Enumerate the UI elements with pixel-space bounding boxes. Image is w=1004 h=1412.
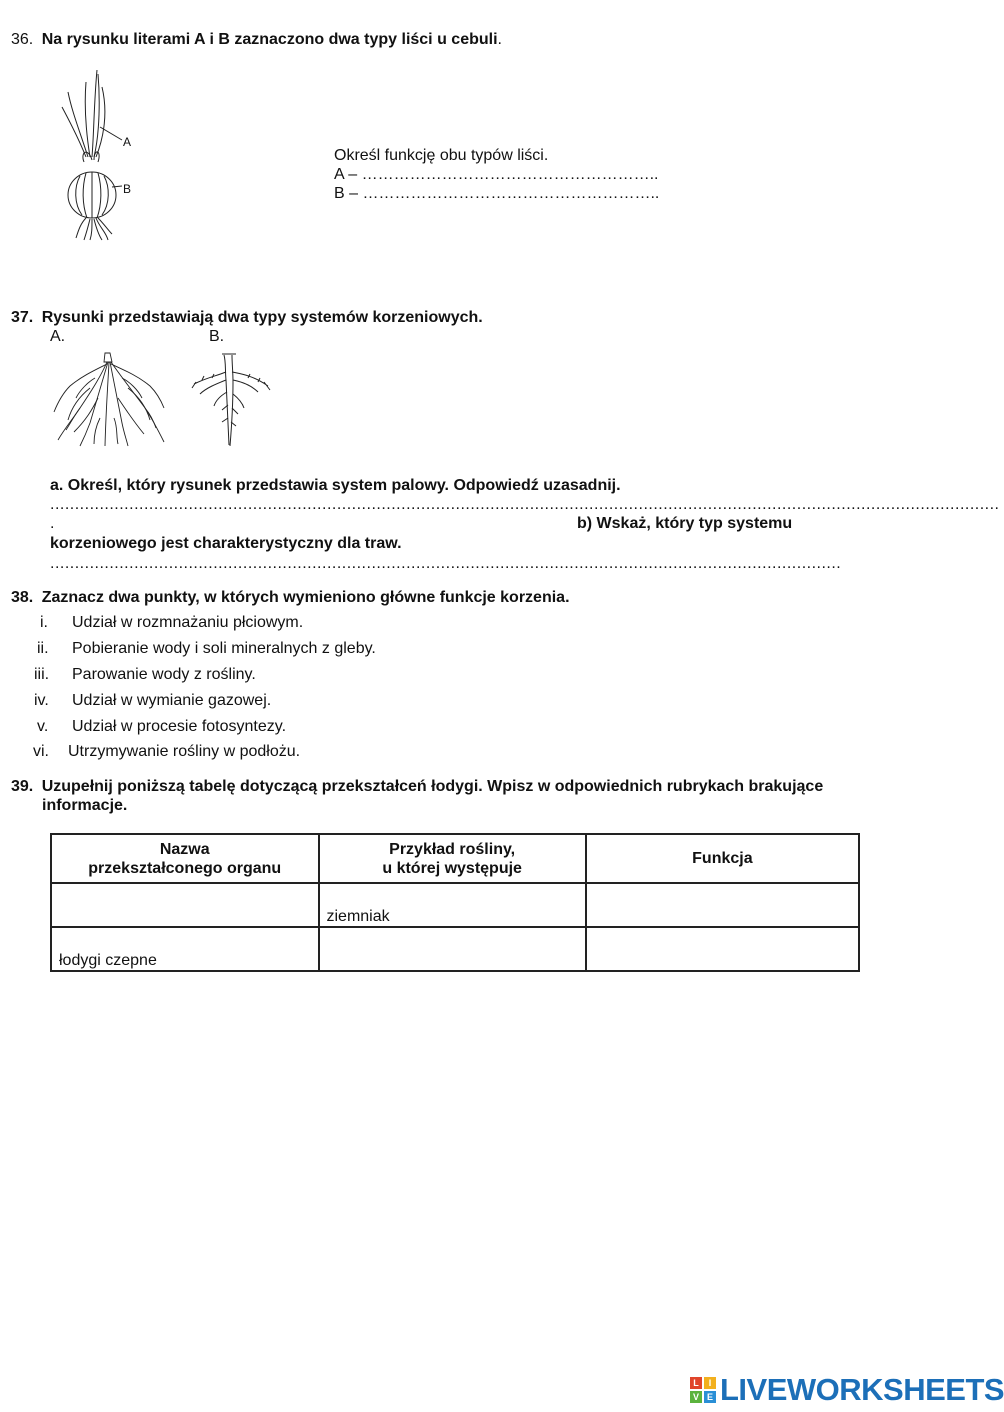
header-text: przekształconego organu bbox=[88, 859, 282, 877]
table-cell-input[interactable] bbox=[319, 927, 586, 971]
q38-option-2-text[interactable]: Pobieranie wody i soli mineralnych z gleby. bbox=[72, 640, 376, 657]
header-text: Przykład rośliny, bbox=[389, 840, 516, 858]
q38-option-6[interactable] bbox=[33, 743, 49, 761]
q38-option-3-text[interactable]: Parowanie wody z rośliny. bbox=[72, 666, 256, 683]
header-function bbox=[586, 834, 859, 883]
q38-option-4[interactable] bbox=[34, 692, 49, 710]
q39-number: 39. bbox=[11, 778, 34, 795]
q39-text: Uzupełnij poniższą tabelę dotyczącą przekształceń łodygi. Wpisz w odpowiednich rubrykach brakujące bbox=[41, 778, 824, 795]
option-number: vi. bbox=[33, 743, 49, 760]
liveworksheets-logo-icon bbox=[690, 1377, 716, 1403]
q38-option-2[interactable] bbox=[37, 640, 49, 658]
q38-option-1-text[interactable]: Udział w rozmnażaniu płciowym. bbox=[72, 614, 304, 631]
q38-option-6-text[interactable]: Utrzymywanie rośliny w podłożu. bbox=[68, 743, 301, 760]
q38-option-3[interactable] bbox=[34, 666, 49, 684]
logo-letter: E bbox=[704, 1391, 716, 1403]
table-header-row bbox=[51, 834, 859, 883]
onion-label-a: A bbox=[123, 135, 132, 149]
q36-heading bbox=[11, 31, 502, 49]
table-cell-input[interactable] bbox=[586, 883, 859, 927]
q36-text: Na rysunku literami A i B zaznaczono dwa typy liści u cebuli bbox=[41, 31, 498, 48]
q37-part-a: a. Określ, który rysunek przedstawia system palowy. Odpowiedź uzasadnij. bbox=[50, 477, 621, 494]
q37-answer-line-1[interactable]: ................................................................................................................................................................................................ bbox=[50, 496, 1000, 513]
q37-part-b-line2: korzeniowego jest charakterystyczny dla traw. bbox=[50, 535, 402, 552]
q38-text: Zaznacz dwa punkty, w których wymieniono główne funkcje korzenia. bbox=[41, 589, 570, 606]
option-number: v. bbox=[37, 718, 49, 735]
liveworksheets-brand: LIVEWORKSHEETS bbox=[720, 1372, 1004, 1407]
header-organ-name bbox=[51, 834, 319, 883]
q36-answer-b[interactable]: B – ……………………………………………….. bbox=[334, 185, 660, 202]
header-text: u której występuje bbox=[382, 859, 522, 877]
q37-text: Rysunki przedstawiają dwa typy systemów korzeniowych. bbox=[41, 309, 483, 326]
q38-option-1[interactable] bbox=[40, 614, 48, 632]
q37-heading bbox=[11, 309, 483, 327]
option-number: i. bbox=[40, 614, 48, 631]
taproot-illustration bbox=[188, 350, 274, 450]
q37-label-b: B. bbox=[209, 328, 225, 345]
onion-illustration bbox=[50, 62, 150, 242]
q38-option-5-text[interactable]: Udział w procesie fotosyntezy. bbox=[72, 718, 287, 735]
onion-label-b: B bbox=[123, 182, 132, 196]
header-text: Funkcja bbox=[692, 850, 753, 867]
q36-number: 36. bbox=[11, 31, 34, 48]
liveworksheets-logo bbox=[690, 1372, 1004, 1408]
logo-letter: V bbox=[690, 1391, 702, 1403]
q37-answer-line-2[interactable]: ................................................................................................................................................................ bbox=[50, 555, 842, 572]
option-number: ii. bbox=[37, 640, 49, 657]
table-cell-input[interactable] bbox=[51, 883, 319, 927]
header-plant-example bbox=[319, 834, 586, 883]
table-cell: łodygi czepne bbox=[51, 927, 319, 971]
option-number: iv. bbox=[34, 692, 49, 709]
table-cell: ziemniak bbox=[319, 883, 586, 927]
option-number: iii. bbox=[34, 666, 50, 683]
q38-option-5[interactable] bbox=[37, 718, 48, 736]
q38-number: 38. bbox=[11, 589, 34, 606]
q37-label-a: A. bbox=[50, 328, 66, 345]
fibrous-root-illustration bbox=[50, 348, 170, 448]
q37-answer-line-end: . bbox=[50, 515, 55, 532]
table-row bbox=[51, 883, 859, 927]
logo-letter: L bbox=[690, 1377, 702, 1389]
q39-text-continued: informacje. bbox=[42, 797, 128, 814]
q36-period: . bbox=[497, 31, 502, 48]
logo-letter: I bbox=[704, 1377, 716, 1389]
q36-answer-a[interactable]: A – ……………………………………………….. bbox=[334, 166, 659, 183]
q36-instruction: Określ funkcję obu typów liści. bbox=[334, 147, 549, 164]
q37-number: 37. bbox=[11, 309, 34, 326]
table-cell-input[interactable] bbox=[586, 927, 859, 971]
table-row bbox=[51, 927, 859, 971]
header-text: Nazwa bbox=[159, 840, 210, 858]
q38-heading bbox=[11, 589, 570, 607]
q39-heading bbox=[11, 778, 823, 796]
q38-option-4-text[interactable]: Udział w wymianie gazowej. bbox=[72, 692, 272, 709]
q37-part-b-line1: b) Wskaż, który typ systemu bbox=[577, 515, 793, 532]
stem-modifications-table bbox=[50, 833, 860, 972]
